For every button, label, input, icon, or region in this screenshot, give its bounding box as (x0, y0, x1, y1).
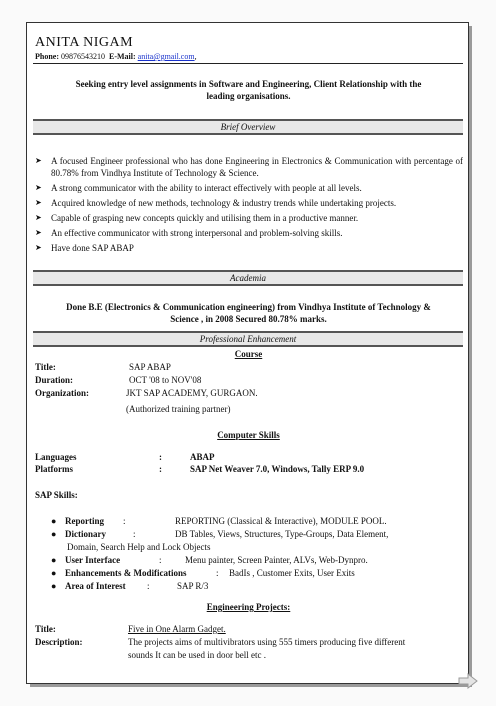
platforms-colon: : (159, 464, 162, 474)
section-banner-brief-overview (33, 119, 463, 135)
objective-statement (27, 78, 470, 102)
next-page-arrow-icon[interactable] (458, 673, 478, 689)
course-title-label: Title: (35, 362, 56, 372)
bullet-dot-icon: ● (51, 568, 57, 578)
course-organization-label: Organization: (35, 388, 89, 398)
course-duration-value: OCT '08 to NOV'08 (129, 375, 202, 385)
project-title-value: Five in One Alarm Gadget. (128, 624, 226, 634)
list-item: ● Dictionary : DB Tables, Views, Structures, Type-Groups, Data Element, (51, 529, 389, 539)
academia-line-2: Science , in 2008 Secured 80.78% marks. (170, 314, 327, 324)
brief-overview-heading: Brief Overview (220, 122, 276, 132)
candidate-name: ANITA NIGAM (35, 35, 134, 50)
engineering-projects-heading: Engineering Projects: (206, 602, 291, 612)
list-item: ● User Interface : Menu painter, Screen Painter, ALVs, Web-Dynpro. (51, 555, 368, 565)
languages-colon: : (159, 452, 162, 462)
phone-label: Phone: (35, 52, 59, 61)
phone-number: 09876543210 (61, 52, 105, 61)
arrow-bullet-icon: ➤ (35, 243, 42, 252)
section-banner-professional-enhancement (33, 331, 463, 347)
list-item: ➤ Acquired knowledge of new methods, technology & industry trends while undertaking projects. (35, 198, 397, 208)
project-description-line-1: The projects aims of multivibrators using 555 timers producing five different (128, 637, 406, 647)
contact-line (35, 52, 197, 61)
list-item: ● Reporting : REPORTING (Classical & Interactive), MODULE POOL. (51, 516, 387, 526)
objective-line-2: leading organisations. (206, 91, 291, 101)
arrow-bullet-icon: ➤ (35, 183, 42, 192)
course-title-value: SAP ABAP (129, 362, 171, 372)
course-organization-note: (Authorized training partner) (126, 404, 231, 414)
email-suffix: , (194, 52, 197, 61)
course-heading: Course (234, 349, 263, 359)
academia-heading: Academia (230, 273, 266, 283)
course-duration-label: Duration: (35, 375, 73, 385)
platforms-value: SAP Net Weaver 7.0, Windows, Tally ERP 9.0 (190, 464, 365, 474)
email-link[interactable]: anita@gmail.com (137, 52, 195, 61)
project-title-label: Title: (35, 624, 56, 634)
sap-skills-heading: SAP Skills: (35, 490, 78, 500)
section-banner-academia (33, 270, 463, 286)
brief-overview-list (35, 155, 463, 257)
list-item: ➤ Capable of grasping new concepts quickly and utilising them in a productive manner. (35, 213, 359, 223)
project-description-line-2: sounds It can be used in door bell etc . (128, 650, 266, 660)
list-item: ● Enhancements & Modifications : BadIs , Customer Exits, User Exits (51, 568, 355, 578)
bullet-dot-icon: ● (51, 555, 57, 565)
languages-value: ABAP (190, 452, 215, 462)
objective-line-1: Seeking entry level assignments in Software and Engineering, Client Relationship with the (75, 79, 422, 89)
bullet-dot-icon: ● (51, 516, 57, 526)
arrow-bullet-icon: ➤ (35, 213, 42, 222)
list-item: ➤ A strong communicator with the ability to interact effectively with people at all levels. (35, 183, 362, 193)
arrow-bullet-icon: ➤ (35, 228, 42, 237)
resume-page (26, 22, 469, 684)
academia-line-1: Done B.E (Electronics & Communication engineering) from Vindhya Institute of Technology & (66, 302, 431, 312)
list-item: Domain, Search Help and Lock Objects (67, 542, 211, 552)
bullet-dot-icon: ● (51, 529, 57, 539)
platforms-label: Platforms (35, 464, 73, 474)
project-description-label: Description: (35, 637, 83, 647)
computer-skills-heading: Computer Skills (217, 430, 280, 440)
professional-enhancement-heading: Professional Enhancement (199, 334, 297, 344)
page-shadow-bottom (30, 684, 472, 687)
course-organization-value: JKT SAP ACADEMY, GURGAON. (126, 388, 258, 398)
list-item: ➤ An effective communicator with strong interpersonal and problem-solving skills. (35, 228, 343, 238)
email-label: E-Mail: (109, 52, 136, 61)
arrow-bullet-icon: ➤ (35, 198, 42, 207)
list-item: ➤ Have done SAP ABAP (35, 243, 134, 253)
header-divider (33, 63, 463, 64)
list-item: ➤ A focused Engineer professional who has done Engineering in Electronics & Communication with percentage of 80.78% from Vindhya Institute of Technology & Science. (35, 156, 463, 178)
list-item: ● Area of Interest : SAP R/3 (51, 581, 209, 591)
languages-label: Languages (35, 452, 77, 462)
sap-skills-list (49, 515, 469, 593)
academia-details (27, 301, 470, 325)
bullet-dot-icon: ● (51, 581, 57, 591)
arrow-bullet-icon: ➤ (35, 156, 42, 165)
